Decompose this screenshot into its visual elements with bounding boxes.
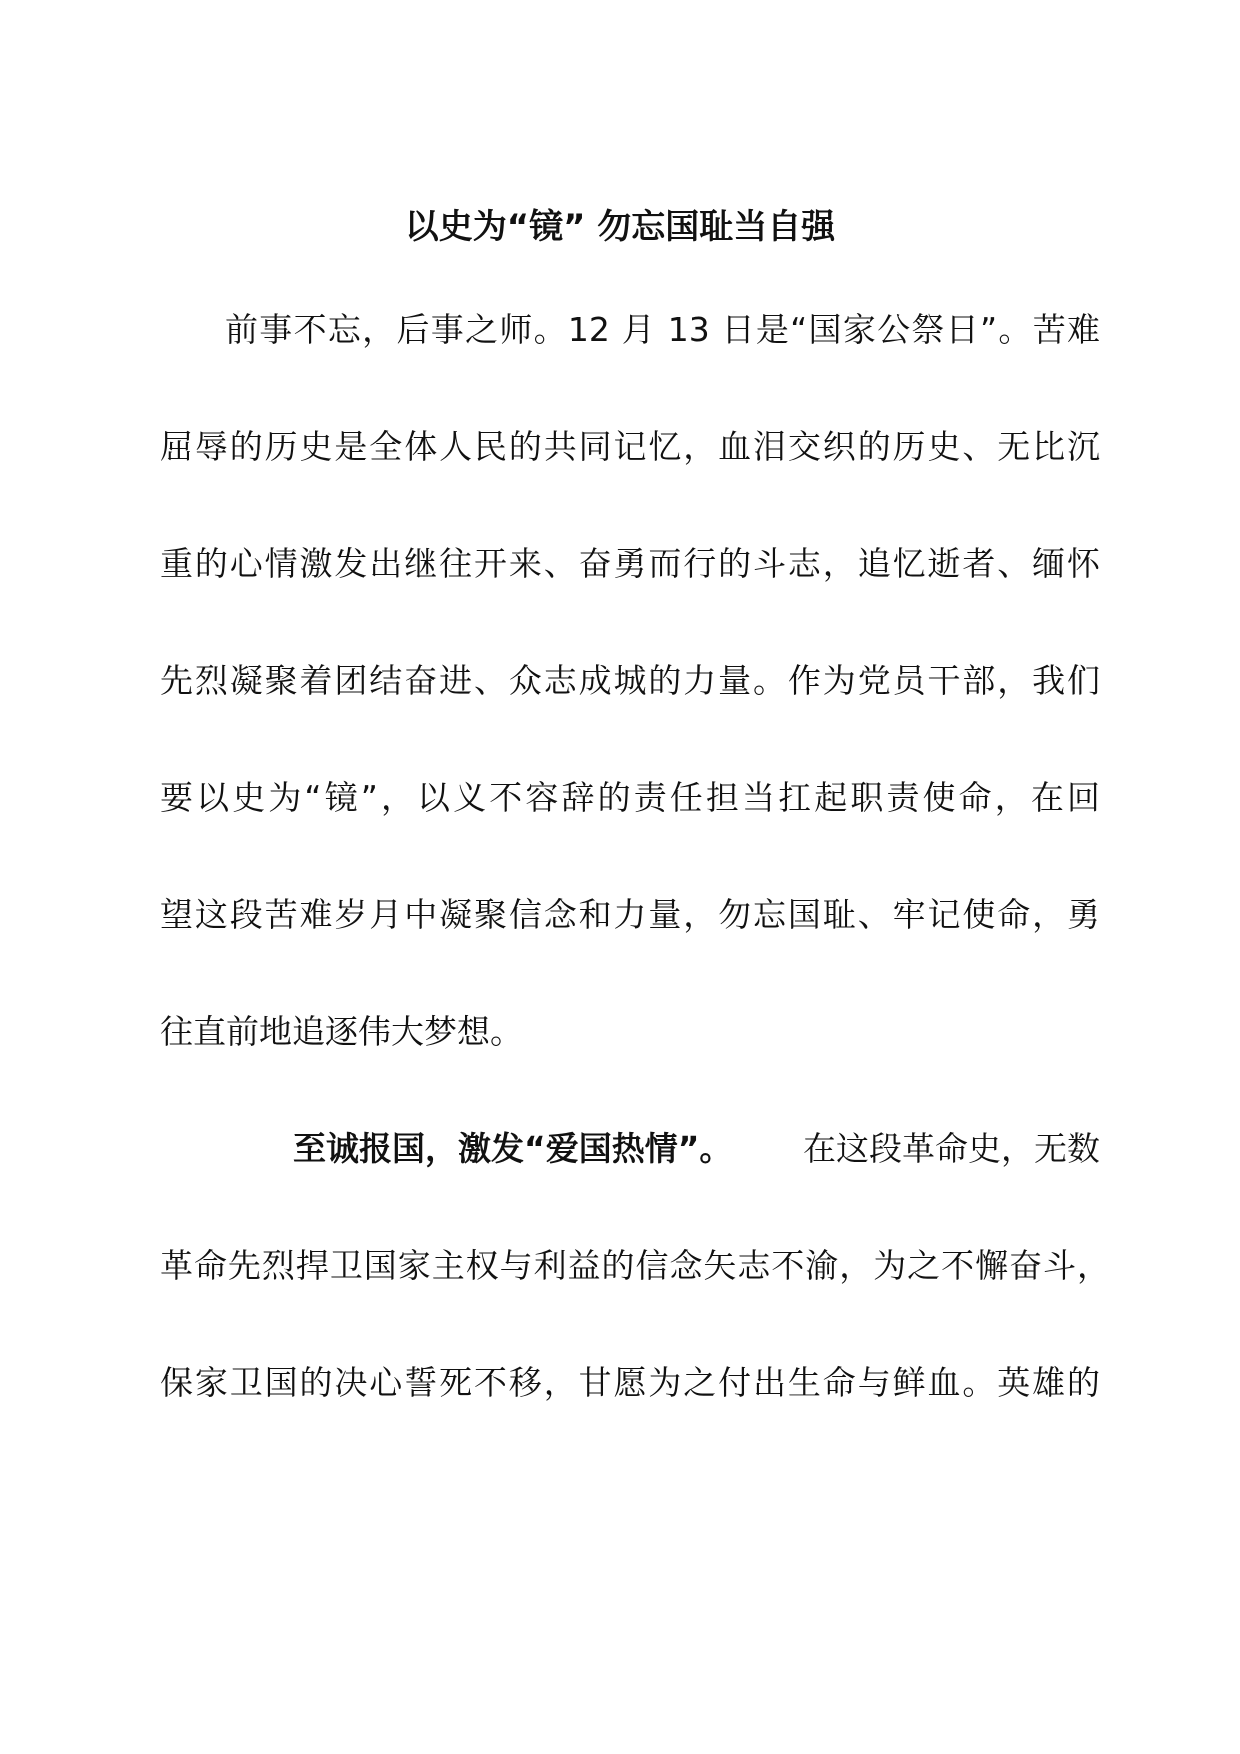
paragraph1-line-5: 要以史为“镜”，以义不容辞的责任担当扛起职责使命，在回 <box>160 778 1100 817</box>
paragraph2-line-3: 保家卫国的决心誓死不移，甘愿为之付出生命与鲜血。英雄的 <box>160 1363 1100 1402</box>
paragraph2-line-1 <box>293 1124 1100 1174</box>
paragraph1-line-3: 重的心情激发出继往开来、奋勇而行的斗志，追忆逝者、缅怀 <box>160 544 1100 583</box>
paragraph2-first-line-text: 在这段革命史，无数 <box>803 1129 1100 1168</box>
paragraph1-line-7: 往直前地追逐伟大梦想。 <box>160 1012 523 1051</box>
paragraph1-line-2: 屈辱的历史是全体人民的共同记忆，血泪交织的历史、无比沉 <box>160 427 1100 466</box>
paragraph2-line-2: 革命先烈捍卫国家主权与利益的信念矢志不渝，为之不懈奋斗， <box>160 1246 1110 1285</box>
paragraph1-line-1: 前事不忘，后事之师。12 月 13 日是“国家公祭日”。苦难 <box>225 310 1100 349</box>
document-title: 以史为“镜” 勿忘国耻当自强 <box>404 207 836 247</box>
paragraph1-line-6: 望这段苦难岁月中凝聚信念和力量，勿忘国耻、牢记使命，勇 <box>160 895 1100 934</box>
paragraph2-heading: 至诚报国，激发“爱国热情”。 <box>293 1129 733 1168</box>
paragraph1-line-4: 先烈凝聚着团结奋进、众志成城的力量。作为党员干部，我们 <box>160 661 1100 700</box>
